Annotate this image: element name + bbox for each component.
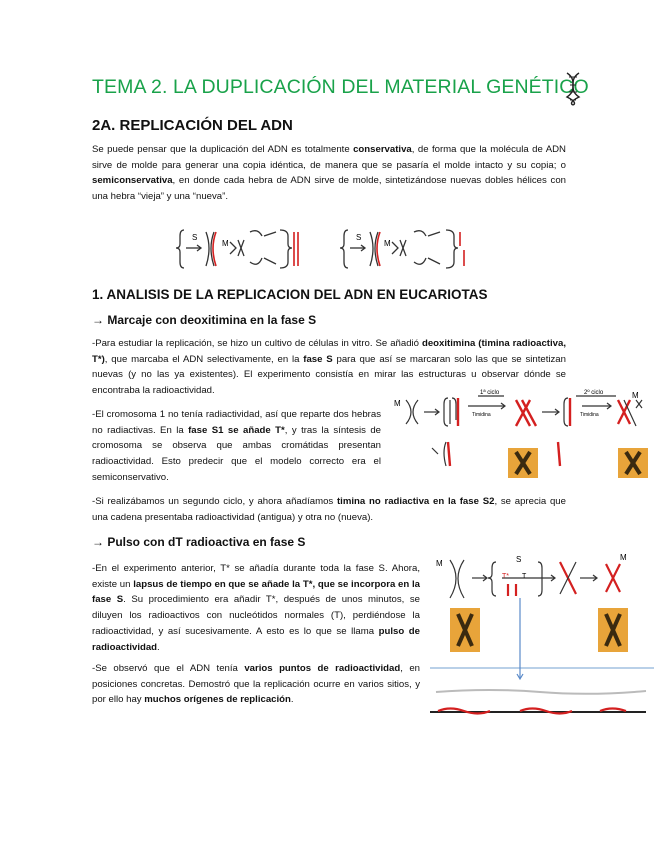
text-run: -Para estudiar la replicación, se hizo un cultivo de células in vitro. Se añadió: [92, 338, 422, 349]
bold-text: deoxitimina: [421, 338, 476, 349]
labeling-cycles-diagram: [392, 386, 654, 484]
intro-paragraph: [92, 142, 566, 205]
m-label: M: [632, 391, 639, 400]
m-label: M: [620, 553, 627, 562]
s-label: S: [356, 233, 362, 242]
t-label: T: [522, 573, 527, 580]
timidina-label: Timidina: [580, 412, 599, 418]
page-title: TEMA 2. LA DUPLICACIÓN DEL MATERIAL GENÉTICO: [92, 76, 589, 98]
marcaje-paragraph-3: [92, 494, 566, 525]
bold-text: fase S1 se añade T*: [188, 424, 285, 436]
text-run: . Su procedimiento era añadir T*, después de unos minutos, se diluyen los radioactivos con nucleótidos normales (T), perdiéndose la radioactividad, y así sucesivamente. A esto es lo que se llama: [92, 594, 420, 637]
pulso-paragraph-2: [92, 661, 420, 708]
bold-text: varios puntos de radioactividad: [244, 663, 401, 674]
text-run: , en posiciones concretas. Demostró que la replicación ocurre en varios sitios, y por ello hay: [92, 663, 420, 706]
text-run: -En el experimento anterior, T* se añadía durante toda la fase S. Ahora, existe un: [92, 563, 420, 590]
section-heading-2a: 2A. REPLICACIÓN DEL ADN: [92, 117, 293, 134]
pulse-labeling-diagram: [430, 548, 654, 720]
t-star-label: T*: [502, 573, 509, 580]
m-label: M: [222, 239, 229, 248]
bold-text: semiconservativa: [92, 175, 173, 187]
arrow-right-icon: →: [92, 535, 104, 549]
bold-text: timina no radiactiva en la fase S2: [336, 496, 495, 507]
s-label: S: [192, 233, 198, 242]
text-run: Se puede pensar que la duplicación del ADN es totalmente: [92, 144, 354, 155]
text-run: , en donde cada hebra de ADN sirve de molde, sintetizándose nuevas dobles hélices con una hebra “vieja” y una “nueva”.: [92, 175, 566, 203]
bold-text: fase S: [303, 353, 333, 365]
text-run: -Se observó que el ADN tenía: [92, 663, 245, 674]
cycle1-label: 1ª ciclo: [480, 390, 500, 396]
s-label: S: [516, 555, 522, 564]
marcaje-paragraph-2: [92, 407, 381, 486]
m-label: M: [394, 399, 401, 408]
bold-text: conservativa: [353, 144, 412, 155]
text-run: .: [290, 694, 294, 706]
m-label: M: [384, 239, 391, 248]
text-run: .: [157, 641, 160, 653]
text-run: -Si realizábamos un segundo ciclo, y ahora añadíamos: [92, 496, 337, 507]
bold-text: pulso de radioactividad: [92, 625, 420, 653]
cycle2-label: 2º ciclo: [584, 390, 604, 396]
subsection-heading-pulso: → Pulso con dT radioactiva en fase S: [92, 535, 306, 549]
text-run: , se aprecia que una cadena presentaba radioactividad (antigua) y otra no (nueva).: [92, 496, 566, 523]
arrow-right-icon: →: [92, 313, 104, 327]
text-run: -El cromosoma 1 no tenía radiactividad, así que reparte dos hebras no radiactivas. En la: [92, 409, 381, 436]
timidina-label: Timidina: [472, 412, 491, 418]
bold-text: (timina radioactiva, T*): [92, 338, 566, 365]
bold-text: lapsus de tiempo en que se añade la T*, que se incorpora en la fase S: [92, 578, 420, 606]
section-heading-1: 1. ANALISIS DE LA REPLICACION DEL ADN EN EUCARIOTAS: [92, 287, 488, 302]
text-run: para que así se marcaran solo las que se sintetizan nuevas (y no las ya existentes). El experimento consistía en mirar las estructuras u observar dónde se encontraba la radioactividad.: [92, 353, 566, 397]
text-run: , que marcaba el ADN selectivamente, en la: [104, 353, 304, 365]
replication-models-diagram: [178, 222, 478, 274]
bold-text: muchos orígenes de replicación: [144, 694, 291, 706]
m-label: M: [436, 559, 443, 568]
text-run: , de forma que la molécula de ADN sirve de molde para generar una copia idéntica, de manera que se pasaría el molde intacto y su copia; o: [92, 144, 566, 171]
pulso-paragraph-1: [92, 561, 420, 655]
text-run: , y tras la síntesis de cromosoma se observa que ambas cromátidas presentan radioactividad. Esto predecir que el modelo correcto era el semiconservativo.: [92, 424, 381, 483]
subsection-heading-marcaje: → Marcaje con deoxitimina en la fase S: [92, 313, 317, 327]
dna-helix-icon: [564, 72, 582, 106]
